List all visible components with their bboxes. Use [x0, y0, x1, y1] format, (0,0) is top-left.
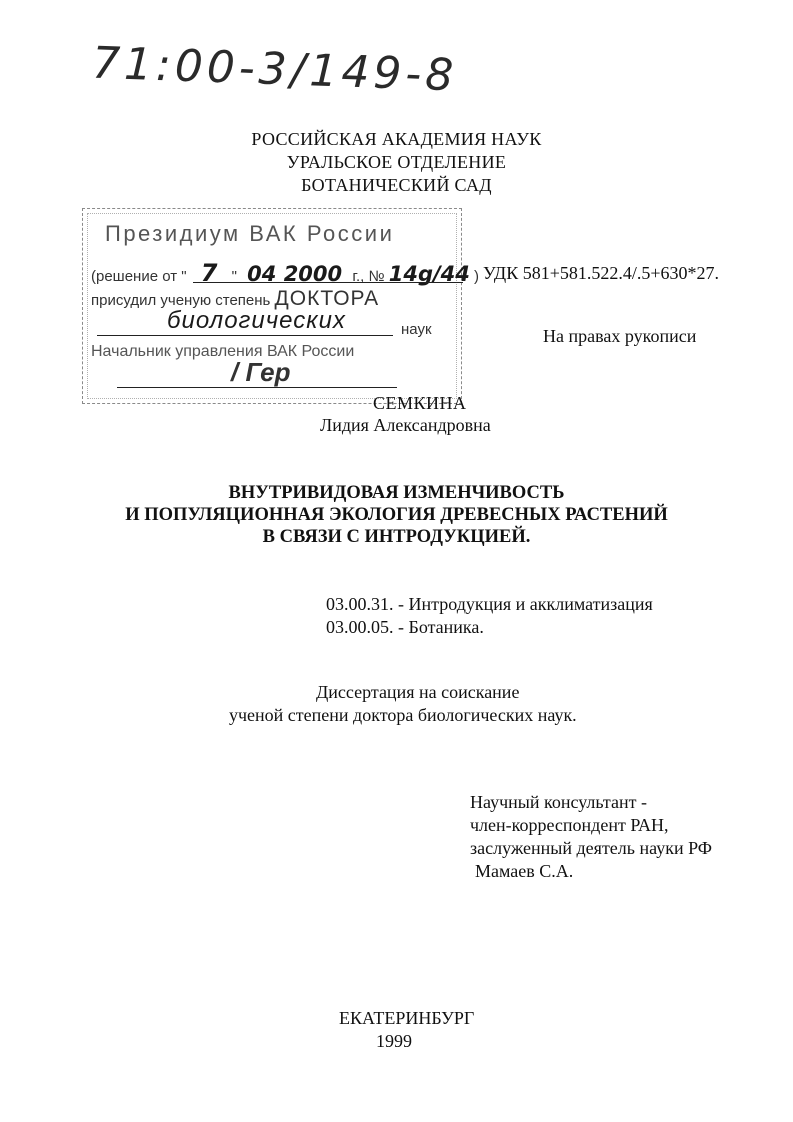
institution-line-2: УРАЛЬСКОЕ ОТДЕЛЕНИЕ	[286, 152, 507, 172]
institution-line-3: БОТАНИЧЕСКИЙ САД	[301, 175, 492, 195]
dissertation-line-2: ученой степени доктора биологических наук.	[229, 705, 577, 725]
specialty-1: 03.00.31. - Интродукция и акклиматизация	[326, 594, 653, 614]
city: ЕКАТЕРИНБУРГ	[339, 1008, 475, 1028]
institution-line-1: РОССИЙСКАЯ АКАДЕМИЯ НАУК	[251, 129, 542, 149]
stamp-signature: / Гер	[231, 357, 291, 387]
stamp-decision-number: 14g/44	[388, 262, 470, 286]
manuscript-rights: На правах рукописи	[543, 326, 697, 346]
author-surname: СЕМКИНА	[373, 393, 467, 413]
dissertation-title-line-3: В СВЯЗИ С ИНТРОДУКЦИЕЙ.	[262, 527, 531, 547]
stamp-decision-suffix: г., №	[352, 268, 385, 285]
stamp-decision-day: 7	[200, 259, 218, 287]
stamp-awarded-prefix: присудил ученую степень	[91, 292, 271, 309]
consultant-line-3: заслуженный деятель науки РФ	[470, 838, 712, 858]
stamp-decision-month: 04 2000	[247, 262, 343, 286]
dissertation-title-line-2: И ПОПУЛЯЦИОННАЯ ЭКОЛОГИЯ ДРЕВЕСНЫХ РАСТЕНИЙ	[125, 505, 668, 525]
vak-stamp	[82, 208, 480, 404]
stamp-decision-quote: "	[231, 268, 237, 285]
stamp-science-suffix: наук	[401, 321, 432, 338]
consultant-line-4: Мамаев С.А.	[475, 861, 574, 881]
author-given-names: Лидия Александровна	[320, 415, 491, 435]
stamp-decision-prefix: (решение от "	[91, 268, 187, 285]
stamp-science-handwritten: биологических	[167, 307, 346, 334]
stamp-decision-close: )	[474, 268, 480, 285]
specialty-2: 03.00.05. - Ботаника.	[326, 617, 484, 637]
stamp-header: Президиум ВАК России	[105, 221, 395, 246]
stamp-head-title: Начальник управления ВАК России	[91, 343, 355, 360]
stamp-awarded-degree: ДОКТОРА	[274, 287, 380, 310]
udc-code: УДК 581+581.522.4/.5+630*27.	[483, 263, 720, 283]
dissertation-line-1: Диссертация на соискание	[316, 682, 520, 702]
dissertation-title-line-1: ВНУТРИВИДОВАЯ ИЗМЕНЧИВОСТЬ	[228, 483, 565, 503]
consultant-line-1: Научный консультант -	[470, 792, 647, 812]
archive-number: 71:00-3/149-8	[91, 37, 459, 102]
year: 1999	[376, 1031, 412, 1051]
consultant-line-2: член-корреспондент РАН,	[470, 815, 669, 835]
